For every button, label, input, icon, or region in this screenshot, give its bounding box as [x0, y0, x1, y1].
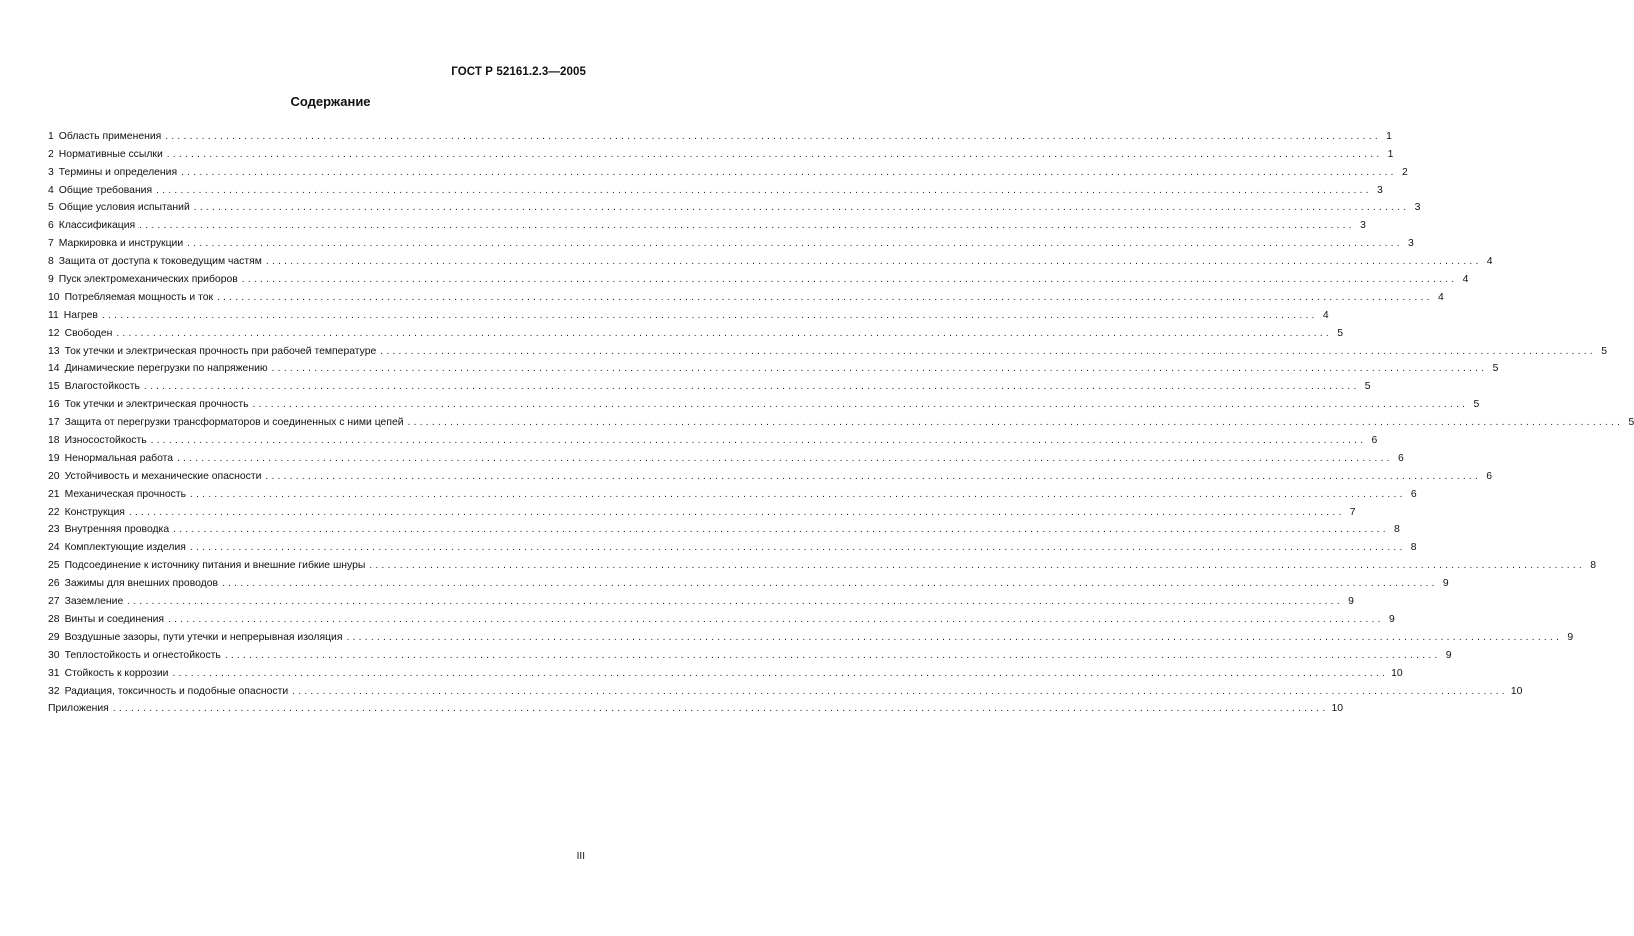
toc-entry[interactable] [48, 554, 1597, 572]
toc-entry-title: Термины и определения [58, 166, 178, 178]
toc-entry[interactable] [48, 214, 1366, 232]
toc-entry-number: 11 [48, 309, 59, 321]
toc-entry-page: 4 [1322, 309, 1329, 321]
toc-entry-page: 9 [1567, 631, 1574, 643]
toc-entry-number: 29 [48, 631, 60, 643]
toc-entry-page: 9 [1442, 578, 1449, 590]
toc-entry-title: Ток утечки и электрическая прочность [64, 399, 249, 411]
toc-entry-page: 5 [1601, 345, 1607, 357]
toc-entry-page: 10 [1510, 685, 1523, 697]
toc-entry-page: 9 [1348, 596, 1354, 608]
toc-entry-page: 9 [1388, 613, 1395, 625]
toc-entry-number: 28 [48, 613, 60, 625]
toc-entry-number: 16 [48, 399, 60, 411]
toc-entry-page: 5 [1628, 417, 1634, 429]
toc-entry[interactable] [48, 519, 1400, 537]
toc-entry[interactable] [48, 393, 1480, 411]
toc-entry-number: 1 [48, 130, 54, 142]
toc-entry-title: Нагрев [63, 309, 98, 321]
toc-entry-title: Конструкция [64, 506, 125, 518]
toc-dot-leader: ........................................................................................................................................................................................................ [271, 363, 1488, 375]
toc-entry-number: 13 [48, 345, 60, 357]
toc-entry-number: 20 [48, 470, 60, 482]
toc-entry[interactable] [48, 536, 1417, 554]
toc-entry[interactable] [48, 698, 1344, 716]
toc-entry-title: Заземление [64, 596, 124, 608]
toc-dot-leader: ........................................................................................................................................................................................................ [156, 184, 1372, 196]
toc-entry-title: Износостойкость [64, 435, 147, 447]
toc-entry-number: 5 [48, 202, 54, 214]
toc-entry-title: Влагостойкость [64, 381, 140, 393]
toc-entry[interactable] [48, 358, 1499, 376]
toc-entry-title: Маркировка и инструкции [58, 238, 184, 250]
toc-entry[interactable] [48, 662, 1403, 680]
toc-entry-page: 6 [1397, 452, 1404, 464]
toc-dot-leader: ........................................................................................................................................................................................................ [407, 417, 1624, 429]
toc-entry-number: 6 [48, 220, 54, 232]
toc-dot-leader: ........................................................................................................................................................................................................ [116, 327, 1333, 339]
toc-entry-title: Механическая прочность [64, 488, 186, 500]
toc-entry-number: 17 [48, 417, 60, 429]
toc-entry-title: Внутренняя проводка [64, 524, 170, 536]
toc-entry-page: 5 [1473, 399, 1480, 411]
table-of-contents [48, 125, 1634, 715]
toc-dot-leader: ........................................................................................................................................................................................................ [193, 202, 1410, 214]
toc-dot-leader: ........................................................................................................................................................................................................ [265, 470, 1482, 482]
standard-designation: ГОСТ Р 52161.2.3—2005 [451, 66, 586, 78]
toc-dot-leader: ........................................................................................................................................................................................................ [166, 148, 1383, 160]
toc-entry-number: 25 [48, 560, 60, 572]
toc-entry-page: 8 [1590, 560, 1597, 572]
toc-entry[interactable] [48, 125, 1392, 143]
toc-dot-leader: ........................................................................................................................................................................................................ [181, 166, 1397, 178]
toc-entry-number: 23 [48, 524, 60, 536]
toc-entry[interactable] [48, 286, 1444, 304]
toc-dot-leader: ........................................................................................................................................................................................................ [380, 345, 1596, 357]
toc-entry-title: Приложения [48, 703, 109, 715]
toc-entry-number: 3 [48, 166, 54, 178]
toc-entry-title: Винты и соединения [64, 613, 165, 625]
toc-entry-page: 3 [1414, 202, 1421, 214]
toc-dot-leader: ........................................................................................................................................................................................................ [217, 291, 1433, 303]
toc-entry[interactable] [48, 375, 1371, 393]
toc-entry-title: Классификация [58, 220, 136, 232]
toc-entry[interactable] [48, 590, 1354, 608]
toc-entry-page: 5 [1337, 327, 1344, 339]
toc-entry-page: 6 [1486, 470, 1493, 482]
toc-dot-leader: ........................................................................................................................................................................................................ [101, 309, 1318, 321]
toc-entry[interactable] [48, 268, 1469, 286]
toc-entry-page: 10 [1331, 703, 1344, 715]
toc-entry-number: 14 [48, 363, 60, 375]
toc-entry-title: Комплектующие изделия [64, 542, 186, 554]
toc-entry-page: 1 [1387, 148, 1394, 160]
toc-entry[interactable] [48, 429, 1378, 447]
toc-entry-number: 32 [48, 685, 60, 697]
toc-entry-title: Ток утечки и электрическая прочность при рабочей температуре [64, 345, 377, 357]
toc-dot-leader: ........................................................................................................................................................................................................ [252, 399, 1469, 411]
toc-dot-leader: ........................................................................................................................................................................................................ [265, 256, 1482, 268]
toc-entry-title: Стойкость к коррозии [64, 667, 169, 679]
toc-entry-number: 18 [48, 435, 60, 447]
page-number: III [576, 851, 585, 862]
toc-entry-number: 21 [48, 488, 60, 500]
toc-entry[interactable] [48, 322, 1344, 340]
toc-entry-page: 8 [1394, 524, 1400, 536]
toc-dot-leader: ........................................................................................................................................................................................................ [189, 542, 1406, 554]
toc-entry[interactable] [48, 501, 1356, 519]
toc-entry-title: Защита от перегрузки трансформаторов и соединенных с ними цепей [64, 417, 404, 429]
toc-entry[interactable] [48, 250, 1493, 268]
toc-entry-number: 15 [48, 381, 60, 393]
toc-entry-number: 9 [48, 274, 54, 286]
toc-dot-leader: ........................................................................................................................................................................................................ [112, 703, 1329, 715]
toc-entry[interactable] [48, 483, 1417, 501]
toc-entry[interactable] [48, 465, 1493, 483]
toc-entry-number: 2 [48, 148, 54, 160]
toc-entry-number: 26 [48, 578, 60, 590]
toc-entry-title: Пуск электромеханических приборов [58, 274, 238, 286]
toc-entry[interactable] [48, 626, 1574, 644]
toc-dot-leader: ........................................................................................................................................................................................................ [369, 560, 1586, 572]
toc-entry[interactable] [48, 572, 1449, 590]
toc-entry[interactable] [48, 143, 1394, 161]
toc-entry[interactable] [48, 232, 1414, 250]
toc-entry[interactable] [48, 304, 1329, 322]
toc-entry[interactable] [48, 447, 1404, 465]
toc-entry-number: 8 [48, 256, 54, 268]
toc-dot-leader: ........................................................................................................................................................................................................ [190, 488, 1406, 500]
toc-dot-leader: ........................................................................................................................................................................................................ [222, 578, 1438, 590]
toc-entry-title: Зажимы для внешних проводов [64, 578, 219, 590]
toc-entry-number: 31 [48, 667, 60, 679]
toc-dot-leader: ........................................................................................................................................................................................................ [224, 649, 1441, 661]
toc-entry-title: Потребляемая мощность и ток [64, 291, 214, 303]
toc-entry-page: 3 [1360, 220, 1366, 232]
toc-entry-title: Устойчивость и механические опасности [64, 470, 262, 482]
toc-dot-leader: ........................................................................................................................................................................................................ [128, 506, 1345, 518]
toc-entry-page: 8 [1410, 542, 1417, 554]
toc-entry[interactable] [48, 340, 1607, 358]
toc-dot-leader: ........................................................................................................................................................................................................ [173, 524, 1389, 536]
toc-entry-number: 19 [48, 452, 60, 464]
toc-dot-leader: ........................................................................................................................................................................................................ [139, 220, 1355, 232]
toc-dot-leader: ........................................................................................................................................................................................................ [177, 452, 1393, 464]
toc-entry-page: 2 [1401, 166, 1408, 178]
toc-entry-page: 4 [1486, 256, 1493, 268]
toc-entry-page: 6 [1410, 488, 1417, 500]
toc-entry-title: Радиация, токсичность и подобные опасности [64, 685, 289, 697]
toc-entry-number: 12 [48, 327, 60, 339]
toc-entry-title: Нормативные ссылки [58, 148, 163, 160]
toc-entry-page: 3 [1408, 238, 1414, 250]
toc-dot-leader: ........................................................................................................................................................................................................ [292, 685, 1508, 697]
toc-entry-title: Общие условия испытаний [58, 202, 190, 214]
toc-entry-page: 5 [1492, 363, 1499, 375]
toc-dot-leader: ........................................................................................................................................................................................................ [346, 631, 1563, 643]
toc-entry-page: 9 [1445, 649, 1452, 661]
toc-entry-title: Область применения [58, 130, 162, 142]
toc-entry-page: 4 [1462, 274, 1469, 286]
toc-entry-number: 24 [48, 542, 60, 554]
toc-entry-title: Теплостойкость и огнестойкость [64, 649, 221, 661]
toc-entry-page: 3 [1377, 184, 1383, 196]
toc-entry-number: 10 [48, 291, 60, 303]
toc-entry[interactable] [48, 608, 1395, 626]
toc-entry-number: 30 [48, 649, 60, 661]
toc-entry-title: Свободен [64, 327, 113, 339]
toc-dot-leader: ........................................................................................................................................................................................................ [168, 613, 1384, 625]
toc-entry-title: Подсоединение к источнику питания и внешние гибкие шнуры [64, 560, 366, 572]
toc-entry-page: 10 [1391, 667, 1403, 679]
toc-entry-number: 4 [48, 184, 54, 196]
toc-entry[interactable] [48, 680, 1523, 698]
toc-dot-leader: ........................................................................................................................................................................................................ [143, 381, 1360, 393]
toc-dot-leader: ........................................................................................................................................................................................................ [187, 238, 1403, 250]
toc-entry-number: 27 [48, 596, 60, 608]
toc-entry-title: Динамические перегрузки по напряжению [64, 363, 268, 375]
toc-entry-page: 7 [1349, 506, 1356, 518]
toc-entry-page: 6 [1371, 435, 1378, 447]
page-title: Содержание [290, 94, 371, 109]
toc-entry[interactable] [48, 161, 1408, 179]
toc-dot-leader: ........................................................................................................................................................................................................ [165, 130, 1381, 142]
toc-entry-page: 5 [1364, 381, 1371, 393]
toc-entry-number: 7 [48, 238, 54, 250]
toc-entry-title: Воздушные зазоры, пути утечки и непрерывная изоляция [64, 631, 343, 643]
toc-entry[interactable] [48, 197, 1421, 215]
toc-dot-leader: ........................................................................................................................................................................................................ [172, 667, 1389, 679]
toc-entry-title: Защита от доступа к токоведущим частям [58, 256, 262, 268]
toc-entry[interactable] [48, 644, 1452, 662]
toc-entry-page: 4 [1437, 291, 1444, 303]
toc-entry-page: 1 [1386, 130, 1392, 142]
toc-entry-number: 22 [48, 506, 60, 518]
toc-entry-title: Общие требования [58, 184, 153, 196]
toc-dot-leader: ........................................................................................................................................................................................................ [127, 596, 1343, 608]
toc-dot-leader: ........................................................................................................................................................................................................ [150, 435, 1367, 447]
toc-entry[interactable] [48, 411, 1634, 429]
toc-entry[interactable] [48, 179, 1383, 197]
toc-entry-title: Ненормальная работа [64, 452, 174, 464]
toc-dot-leader: ........................................................................................................................................................................................................ [241, 274, 1458, 286]
